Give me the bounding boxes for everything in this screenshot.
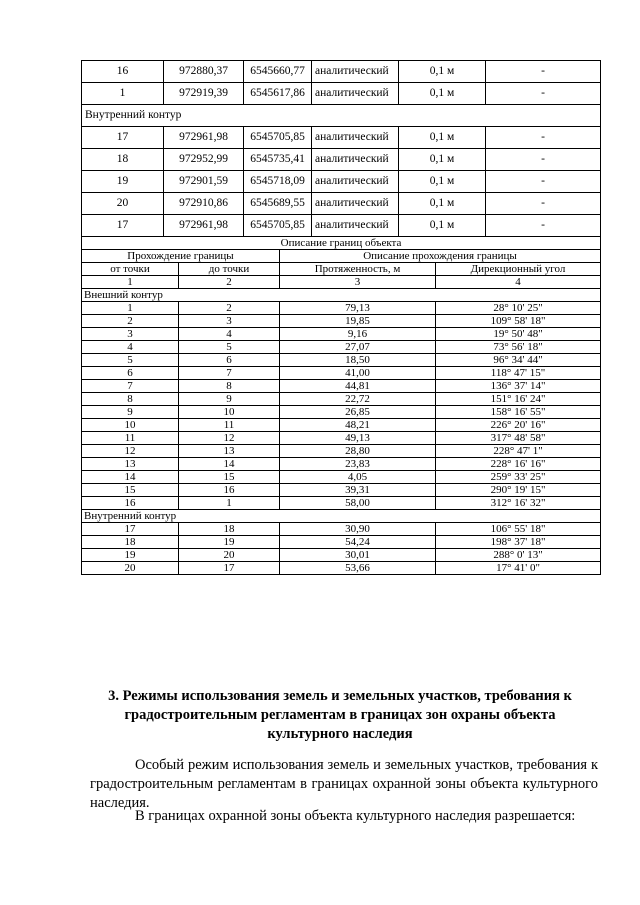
table-row xyxy=(82,127,601,149)
length: 41,00 xyxy=(280,367,436,380)
direction-angle: 17° 41' 0" xyxy=(436,562,601,575)
accuracy: 0,1 м xyxy=(399,83,486,105)
determination-method: аналитический xyxy=(312,171,399,193)
column-number: 1 xyxy=(82,276,179,289)
table-row xyxy=(82,328,601,341)
to-point: 2 xyxy=(179,302,280,315)
group-header-passage: Прохождение границы xyxy=(82,250,280,263)
from-point: 19 xyxy=(82,549,179,562)
to-point: 13 xyxy=(179,445,280,458)
table-row xyxy=(82,406,601,419)
note: - xyxy=(486,171,601,193)
to-point: 20 xyxy=(179,549,280,562)
length: 44,81 xyxy=(280,380,436,393)
determination-method: аналитический xyxy=(312,149,399,171)
section-row xyxy=(82,289,601,302)
length: 22,72 xyxy=(280,393,436,406)
table-row xyxy=(82,149,601,171)
direction-angle: 136° 37' 14" xyxy=(436,380,601,393)
column-header-length: Протяженность, м xyxy=(280,263,436,276)
to-point: 17 xyxy=(179,562,280,575)
column-header-angle: Дирекционный угол xyxy=(436,263,601,276)
coordinate-x: 972919,39 xyxy=(164,83,244,105)
direction-angle: 158° 16' 55" xyxy=(436,406,601,419)
column-header-to: до точки xyxy=(179,263,280,276)
table-row xyxy=(82,471,601,484)
length: 26,85 xyxy=(280,406,436,419)
to-point: 11 xyxy=(179,419,280,432)
paragraph-permitted: В границах охранной зоны объекта культурного наследия разрешается: xyxy=(135,808,576,824)
length: 39,31 xyxy=(280,484,436,497)
direction-angle: 226° 20' 16" xyxy=(436,419,601,432)
inner-contour-label: Внутренний контур xyxy=(82,510,601,523)
to-point: 4 xyxy=(179,328,280,341)
accuracy: 0,1 м xyxy=(399,193,486,215)
coordinate-y: 6545617,86 xyxy=(244,83,312,105)
accuracy: 0,1 м xyxy=(399,61,486,83)
accuracy: 0,1 м xyxy=(399,171,486,193)
coordinate-x: 972901,59 xyxy=(164,171,244,193)
table-row xyxy=(82,83,601,105)
to-point: 1 xyxy=(179,497,280,510)
table-row xyxy=(82,341,601,354)
accuracy: 0,1 м xyxy=(399,215,486,237)
table-title: Описание границ объекта xyxy=(82,237,601,250)
from-point: 9 xyxy=(82,406,179,419)
direction-angle: 151° 16' 24" xyxy=(436,393,601,406)
coordinate-y: 6545660,77 xyxy=(244,61,312,83)
to-point: 14 xyxy=(179,458,280,471)
length: 19,85 xyxy=(280,315,436,328)
note: - xyxy=(486,83,601,105)
from-point: 5 xyxy=(82,354,179,367)
determination-method: аналитический xyxy=(312,61,399,83)
coordinate-y: 6545735,41 xyxy=(244,149,312,171)
direction-angle: 228° 47' 1" xyxy=(436,445,601,458)
direction-angle: 198° 37' 18" xyxy=(436,536,601,549)
accuracy: 0,1 м xyxy=(399,149,486,171)
column-number: 3 xyxy=(280,276,436,289)
direction-angle: 73° 56' 18" xyxy=(436,341,601,354)
direction-angle: 28° 10' 25" xyxy=(436,302,601,315)
accuracy: 0,1 м xyxy=(399,127,486,149)
to-point: 7 xyxy=(179,367,280,380)
point-number: 19 xyxy=(82,171,164,193)
from-point: 15 xyxy=(82,484,179,497)
coordinate-x: 972961,98 xyxy=(164,215,244,237)
length: 54,24 xyxy=(280,536,436,549)
border-description-table xyxy=(81,236,601,575)
determination-method: аналитический xyxy=(312,215,399,237)
from-point: 8 xyxy=(82,393,179,406)
coordinate-x: 972961,98 xyxy=(164,127,244,149)
to-point: 10 xyxy=(179,406,280,419)
from-point: 14 xyxy=(82,471,179,484)
table-row xyxy=(82,171,601,193)
section-heading: 3. Режимы использования земель и земельных участков, требования к градостроительным регламентам в границах зон охраны объекта культурного наследия xyxy=(108,688,572,742)
coordinates-table xyxy=(81,60,601,237)
direction-angle: 109° 58' 18" xyxy=(436,315,601,328)
table-row xyxy=(82,523,601,536)
direction-angle: 288° 0' 13" xyxy=(436,549,601,562)
table-row xyxy=(82,315,601,328)
note: - xyxy=(486,215,601,237)
table-row xyxy=(82,354,601,367)
to-point: 8 xyxy=(179,380,280,393)
from-point: 13 xyxy=(82,458,179,471)
from-point: 11 xyxy=(82,432,179,445)
length: 18,50 xyxy=(280,354,436,367)
paragraph-regime: Особый режим использования земель и земельных участков, требования к градостроительным регламентам в границах охранной зоны объекта культурного наследия. xyxy=(90,757,598,811)
to-point: 19 xyxy=(179,536,280,549)
section-row xyxy=(82,105,601,127)
table-row xyxy=(82,445,601,458)
section-row xyxy=(82,510,601,523)
direction-angle: 118° 47' 15" xyxy=(436,367,601,380)
length: 48,21 xyxy=(280,419,436,432)
determination-method: аналитический xyxy=(312,193,399,215)
length: 23,83 xyxy=(280,458,436,471)
determination-method: аналитический xyxy=(312,127,399,149)
table-row xyxy=(82,432,601,445)
table-row xyxy=(82,484,601,497)
column-header-from: от точки xyxy=(82,263,179,276)
table-row xyxy=(82,393,601,406)
table-row xyxy=(82,536,601,549)
length: 27,07 xyxy=(280,341,436,354)
from-point: 18 xyxy=(82,536,179,549)
table-row xyxy=(82,497,601,510)
point-number: 17 xyxy=(82,215,164,237)
coordinate-y: 6545689,55 xyxy=(244,193,312,215)
coordinate-y: 6545718,09 xyxy=(244,171,312,193)
length: 30,01 xyxy=(280,549,436,562)
direction-angle: 228° 16' 16" xyxy=(436,458,601,471)
from-point: 1 xyxy=(82,302,179,315)
length: 49,13 xyxy=(280,432,436,445)
table-row xyxy=(82,302,601,315)
table-row xyxy=(82,458,601,471)
coordinate-x: 972952,99 xyxy=(164,149,244,171)
length: 30,90 xyxy=(280,523,436,536)
direction-angle: 19° 50' 48" xyxy=(436,328,601,341)
length: 53,66 xyxy=(280,562,436,575)
column-number: 4 xyxy=(436,276,601,289)
from-point: 2 xyxy=(82,315,179,328)
note: - xyxy=(486,193,601,215)
coordinate-x: 972880,37 xyxy=(164,61,244,83)
group-header-description: Описание прохождения границы xyxy=(280,250,601,263)
to-point: 5 xyxy=(179,341,280,354)
coordinate-y: 6545705,85 xyxy=(244,127,312,149)
direction-angle: 317° 48' 58" xyxy=(436,432,601,445)
from-point: 17 xyxy=(82,523,179,536)
direction-angle: 290° 19' 15" xyxy=(436,484,601,497)
length: 4,05 xyxy=(280,471,436,484)
from-point: 7 xyxy=(82,380,179,393)
table-row xyxy=(82,193,601,215)
coordinate-y: 6545705,85 xyxy=(244,215,312,237)
from-point: 16 xyxy=(82,497,179,510)
from-point: 6 xyxy=(82,367,179,380)
table-row xyxy=(82,215,601,237)
to-point: 16 xyxy=(179,484,280,497)
table-row xyxy=(82,562,601,575)
coordinate-x: 972910,86 xyxy=(164,193,244,215)
to-point: 12 xyxy=(179,432,280,445)
direction-angle: 312° 16' 32" xyxy=(436,497,601,510)
to-point: 3 xyxy=(179,315,280,328)
to-point: 18 xyxy=(179,523,280,536)
point-number: 17 xyxy=(82,127,164,149)
from-point: 4 xyxy=(82,341,179,354)
from-point: 12 xyxy=(82,445,179,458)
to-point: 15 xyxy=(179,471,280,484)
from-point: 10 xyxy=(82,419,179,432)
length: 28,80 xyxy=(280,445,436,458)
length: 9,16 xyxy=(280,328,436,341)
direction-angle: 96° 34' 44" xyxy=(436,354,601,367)
table-row xyxy=(82,380,601,393)
point-number: 1 xyxy=(82,83,164,105)
length: 58,00 xyxy=(280,497,436,510)
determination-method: аналитический xyxy=(312,83,399,105)
length: 79,13 xyxy=(280,302,436,315)
table-row xyxy=(82,419,601,432)
inner-contour-label: Внутренний контур xyxy=(82,105,601,127)
note: - xyxy=(486,149,601,171)
from-point: 3 xyxy=(82,328,179,341)
column-number: 2 xyxy=(179,276,280,289)
to-point: 6 xyxy=(179,354,280,367)
point-number: 18 xyxy=(82,149,164,171)
note: - xyxy=(486,61,601,83)
direction-angle: 259° 33' 25" xyxy=(436,471,601,484)
from-point: 20 xyxy=(82,562,179,575)
point-number: 16 xyxy=(82,61,164,83)
table-row xyxy=(82,367,601,380)
note: - xyxy=(486,127,601,149)
direction-angle: 106° 55' 18" xyxy=(436,523,601,536)
point-number: 20 xyxy=(82,193,164,215)
to-point: 9 xyxy=(179,393,280,406)
outer-contour-label: Внешний контур xyxy=(82,289,601,302)
table-row xyxy=(82,61,601,83)
table-row xyxy=(82,549,601,562)
